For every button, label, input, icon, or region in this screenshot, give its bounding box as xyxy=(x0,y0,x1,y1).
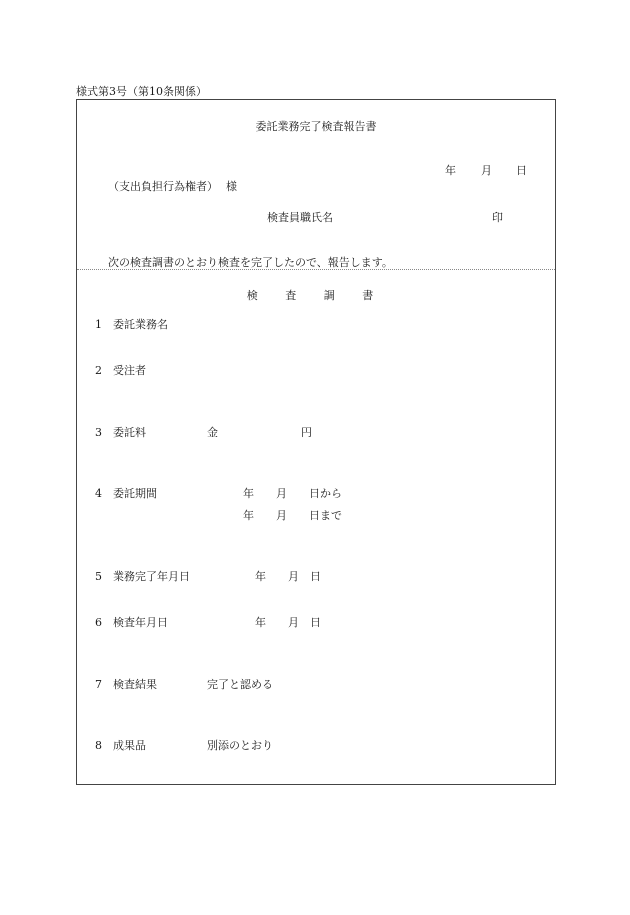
item-number: 2 xyxy=(95,364,102,377)
item-number: 7 xyxy=(95,678,102,691)
fee-suffix: 円 xyxy=(301,426,312,439)
form-number: 様式第3号（第10条関係） xyxy=(76,85,207,98)
section-title: 検 査 調 書 xyxy=(246,289,386,302)
seal-mark: 印 xyxy=(492,211,503,224)
addressee-name: （支出負担行為権者） xyxy=(108,180,218,193)
item-label: 検査年月日 xyxy=(113,616,168,629)
item-number: 3 xyxy=(95,426,102,439)
item-value: 年 月 日 xyxy=(255,616,321,629)
item-label: 委託料 xyxy=(113,426,146,439)
period-to: 年 月 日まで xyxy=(243,509,342,522)
item-number: 4 xyxy=(95,487,102,500)
item-value: 完了と認める xyxy=(207,678,273,691)
item-value: 年 月 日 xyxy=(255,570,321,583)
period-from: 年 月 日から xyxy=(243,487,342,500)
item-number: 5 xyxy=(95,570,102,583)
item-label: 受注者 xyxy=(113,364,146,377)
item-label: 検査結果 xyxy=(113,678,157,691)
date-month: 月 xyxy=(481,164,492,177)
item-label: 成果品 xyxy=(113,739,146,752)
addressee-honorific: 様 xyxy=(226,180,237,193)
item-value: 別添のとおり xyxy=(207,739,273,752)
intro-text: 次の検査調書のとおり検査を完了したので、報告します。 xyxy=(108,256,393,269)
fee-prefix: 金 xyxy=(207,426,218,439)
date-day: 日 xyxy=(516,164,527,177)
item-label: 委託期間 xyxy=(113,487,157,500)
item-number: 8 xyxy=(95,739,102,752)
item-number: 6 xyxy=(95,616,102,629)
document-title: 委託業務完了検査報告書 xyxy=(255,120,377,133)
inspector-label: 検査員職氏名 xyxy=(267,211,333,224)
item-label: 業務完了年月日 xyxy=(113,570,190,583)
dotted-divider xyxy=(77,269,555,270)
date-year: 年 xyxy=(445,164,456,177)
item-label: 委託業務名 xyxy=(113,318,168,331)
item-number: 1 xyxy=(95,318,102,331)
